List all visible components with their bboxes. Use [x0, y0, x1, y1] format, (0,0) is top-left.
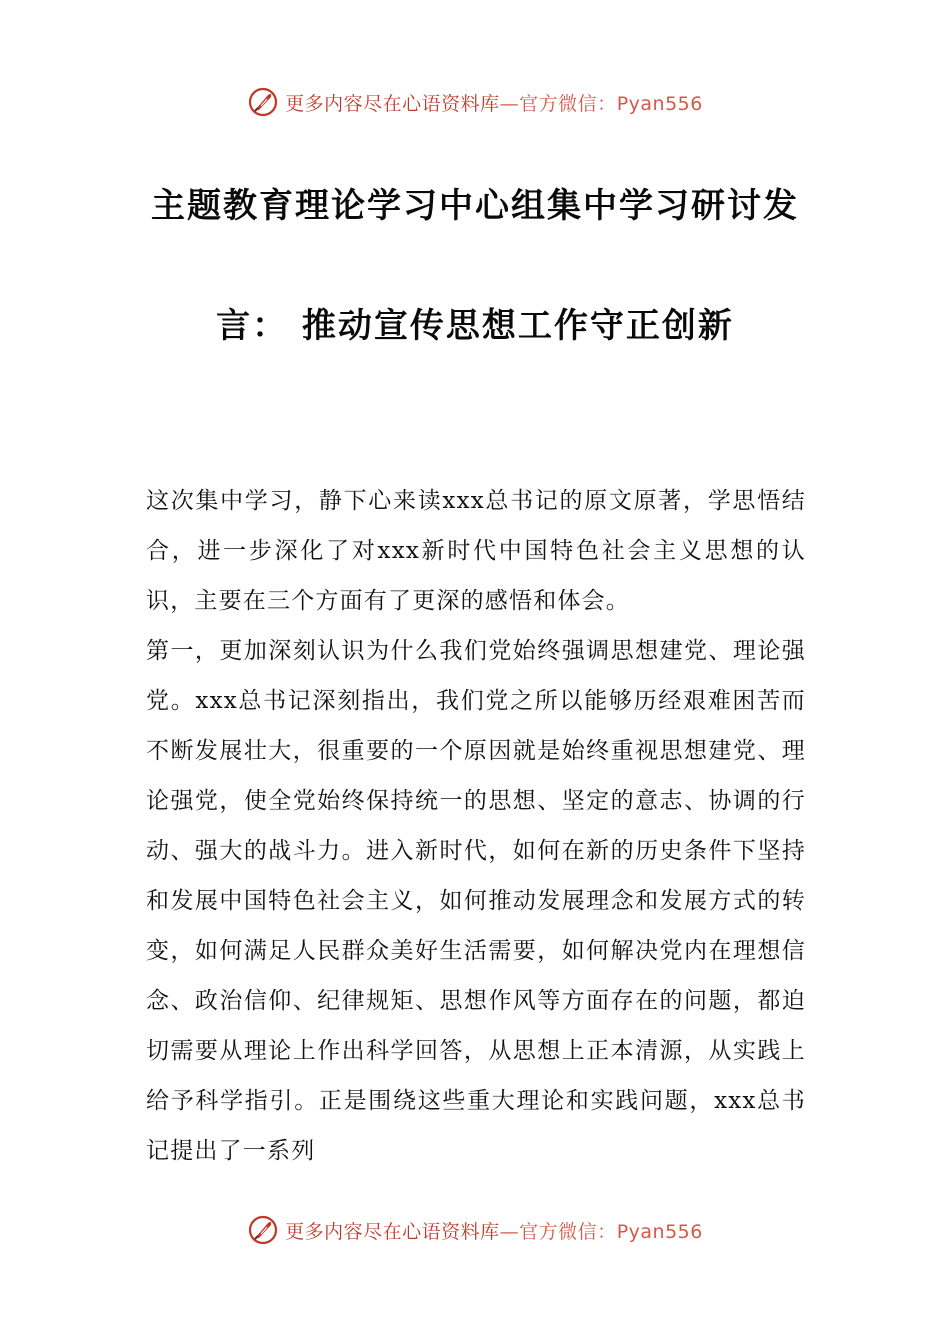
- header-watermark-slogan: 更多内容尽在心语资料库: [285, 92, 500, 115]
- footer-watermark-slogan: 更多内容尽在心语资料库: [285, 1220, 500, 1243]
- header-watermark-text: [285, 89, 703, 116]
- footer-wechat-id: Pyan556: [616, 1220, 703, 1243]
- footer-watermark-dash: —: [499, 1220, 520, 1243]
- header-wechat-id: Pyan556: [616, 92, 703, 115]
- header-watermark-banner: [0, 82, 950, 122]
- quill-pen-logo-icon: [247, 86, 279, 118]
- footer-wechat-label: 官方微信：: [519, 1220, 617, 1243]
- document-body: [146, 476, 806, 1176]
- document-title-line-1: 主题教育理论学习中心组集中学习研讨发: [151, 186, 799, 226]
- header-watermark-dash: —: [499, 92, 520, 115]
- paragraph-first-point: 第一，更加深刻认识为什么我们党始终强调思想建党、理论强党。xxx总书记深刻指出，我们党之所以能够历经艰难困苦而不断发展壮大，很重要的一个原因就是始终重视思想建党、理论强党，使全党始终保持统一的思想、坚定的意志、协调的行动、强大的战斗力。进入新时代，如何在新的历史条件下坚持和发展中国特色社会主义，如何推动发展理念和发展方式的转变，如何满足人民群众美好生活需要，如何解决党内在理想信念、政治信仰、纪律规矩、思想作风等方面存在的问题，都迫切需要从理论上作出科学回答，从思想上正本清源，从实践上给予科学指引。正是围绕这些重大理论和实践问题，xxx总书记提出了一系列: [146, 638, 806, 1164]
- document-title-line-2: 言： 推动宣传思想工作守正创新: [216, 306, 734, 346]
- quill-pen-logo-icon: [247, 1214, 279, 1246]
- footer-watermark-text: [285, 1217, 703, 1244]
- header-wechat-label: 官方微信：: [519, 92, 617, 115]
- footer-watermark-banner: [0, 1210, 950, 1250]
- paragraph-intro: 这次集中学习，静下心来读xxx总书记的原文原著，学思悟结合，进一步深化了对xxx新时代中国特色社会主义思想的认识，主要在三个方面有了更深的感悟和体会。: [146, 488, 806, 614]
